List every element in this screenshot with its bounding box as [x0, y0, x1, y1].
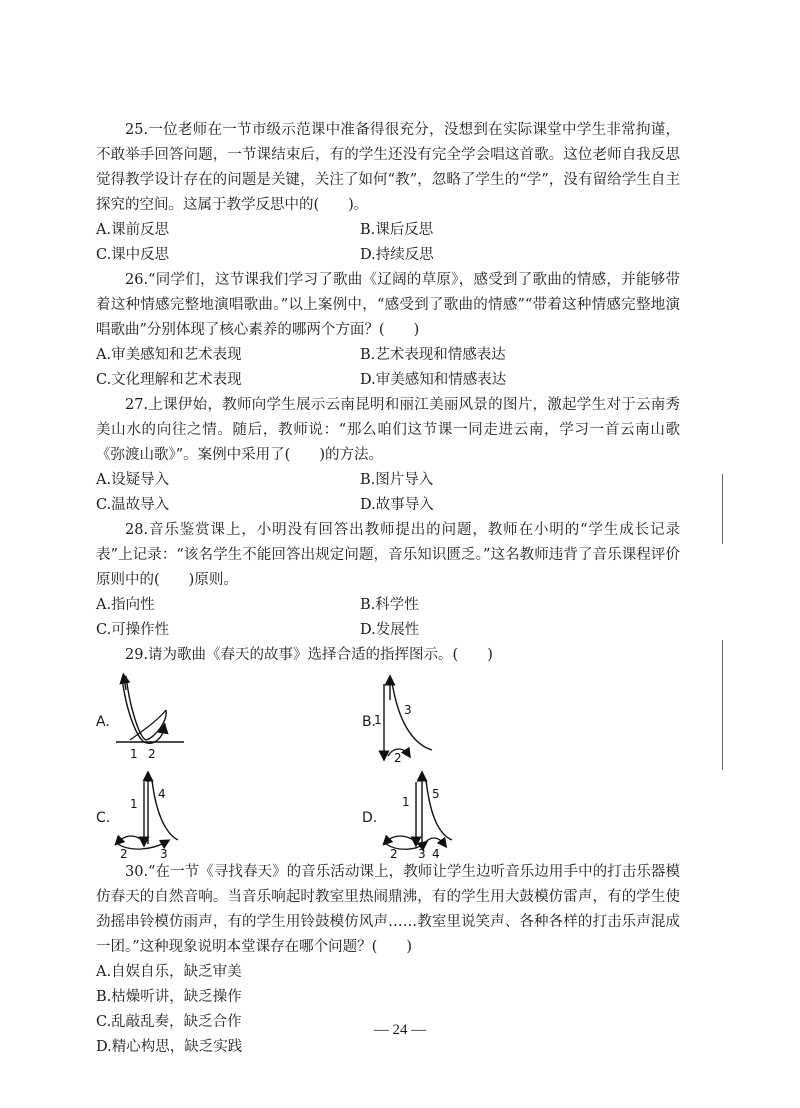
option-a[interactable]: A.指向性	[96, 597, 155, 613]
beat-label: 1	[402, 795, 410, 809]
options-list	[96, 960, 680, 1060]
beat-label: 2	[148, 747, 156, 761]
diagram-option-a[interactable]	[96, 670, 226, 770]
two-beat-pattern-icon	[96, 670, 226, 770]
beat-label: 3	[160, 847, 168, 861]
question-27	[96, 393, 680, 518]
option-c[interactable]: C.乱敲乱奏，缺乏合作	[96, 1014, 242, 1030]
beat-label: 4	[432, 847, 440, 861]
option-c[interactable]: C.可操作性	[96, 622, 170, 638]
option-d[interactable]: D.发展性	[360, 622, 420, 638]
question-stem: 28.音乐鉴赏课上，小明没有回答出教师提出的问题，教师在小明的“学生成长记录表”上记录：“该名学生不能回答出规定问题，音乐知识匮乏。”这名教师违背了音乐课程评价原则中的( )原则。	[96, 522, 680, 588]
option-b[interactable]: B.课后反思	[360, 222, 434, 238]
options-grid	[96, 343, 680, 393]
option-b[interactable]: B.图片导入	[360, 472, 434, 488]
options-grid	[96, 218, 680, 268]
diagram-letter: D.	[362, 810, 378, 826]
question-29	[96, 643, 680, 860]
option-d[interactable]: D.故事导入	[360, 497, 434, 513]
four-beat-pattern-icon	[96, 770, 246, 860]
question-28	[96, 518, 680, 643]
scan-margin-line	[722, 474, 723, 544]
option-b[interactable]: B.枯燥听讲，缺乏操作	[96, 989, 242, 1005]
five-beat-pattern-icon	[362, 770, 522, 860]
option-a[interactable]: A.审美感知和艺术表现	[96, 347, 242, 363]
beat-label: 2	[394, 751, 402, 765]
beat-label: 4	[158, 787, 166, 801]
diagram-letter: C.	[96, 810, 111, 826]
option-d[interactable]: D.持续反思	[360, 247, 434, 263]
conducting-diagrams	[96, 670, 680, 860]
option-d[interactable]: D.审美感知和情感表达	[360, 372, 507, 388]
question-stem: 25.一位老师在一节市级示范课中准备得很充分，没想到在实际课堂中学生非常拘谨，不敢举手回答问题，一节课结束后，有的学生还没有完全学会唱这首歌。这位老师自我反思觉得教学设计存在的问题是关键，关注了如何“教”，忽略了学生的“学”，没有留给学生自主探究的空间。这属于教学反思中的( )。	[96, 122, 680, 213]
beat-label: 3	[404, 703, 412, 717]
page-number: — 24 —	[373, 1022, 427, 1038]
diagram-letter: A.	[96, 714, 110, 730]
option-a[interactable]: A.设疑导入	[96, 472, 170, 488]
option-c[interactable]: C.文化理解和艺术表现	[96, 372, 242, 388]
question-list	[96, 118, 680, 1060]
option-b[interactable]: B.艺术表现和情感表达	[360, 347, 506, 363]
beat-label: 5	[432, 787, 440, 801]
question-25	[96, 118, 680, 268]
options-grid	[96, 468, 680, 518]
question-stem: 29.请为歌曲《春天的故事》选择合适的指挥图示。( )	[125, 647, 493, 663]
option-a[interactable]: A.课前反思	[96, 222, 170, 238]
question-stem: 27.上课伊始，教师向学生展示云南昆明和丽江美丽风景的图片，激起学生对于云南秀美山水的向往之情。随后，教师说：“那么咱们这节课一同走进云南，学习一首云南山歌《弥渡山歌》”。案例中采用了( )的方法。	[96, 397, 680, 463]
diagram-letter: B.	[362, 714, 377, 730]
question-stem: 26.“同学们，这节课我们学习了歌曲《辽阔的草原》，感受到了歌曲的情感，并能够带着这种情感完整地演唱歌曲。”以上案例中，“感受到了歌曲的情感”“带着这种情感完整地演唱歌曲”分别体现了核心素养的哪两个方面？( )	[96, 272, 680, 338]
beat-label: 1	[130, 747, 138, 761]
three-beat-pattern-icon	[362, 670, 512, 770]
question-stem: 30.“在一节《寻找春天》的音乐活动课上，教师让学生边听音乐边用手中的打击乐器模仿春天的自然音响。当音乐响起时教室里热闹鼎沸，有的学生用大鼓模仿雷声，有的学生使劲摇串铃模仿雨声，有的学生用铃鼓模仿风声……教室里说笑声、各种各样的打击乐声混成一团。”这种现象说明本堂课存在哪个问题？( )	[96, 864, 680, 955]
diagram-option-c[interactable]	[96, 770, 246, 860]
option-d[interactable]: D.精心构思，缺乏实践	[96, 1039, 243, 1055]
beat-label: 2	[390, 847, 398, 861]
options-grid	[96, 593, 680, 643]
option-a[interactable]: A.自娱自乐，缺乏审美	[96, 964, 242, 980]
option-c[interactable]: C.课中反思	[96, 247, 170, 263]
beat-label: 2	[120, 847, 128, 861]
diagram-option-b[interactable]	[362, 670, 512, 770]
scan-margin-line	[722, 640, 723, 770]
option-b[interactable]: B.科学性	[360, 597, 419, 613]
beat-label: 1	[130, 797, 138, 811]
diagram-option-d[interactable]	[362, 770, 522, 860]
beat-label: 3	[418, 847, 426, 861]
option-c[interactable]: C.温故导入	[96, 497, 170, 513]
beat-label: 1	[374, 713, 382, 727]
question-26	[96, 268, 680, 393]
